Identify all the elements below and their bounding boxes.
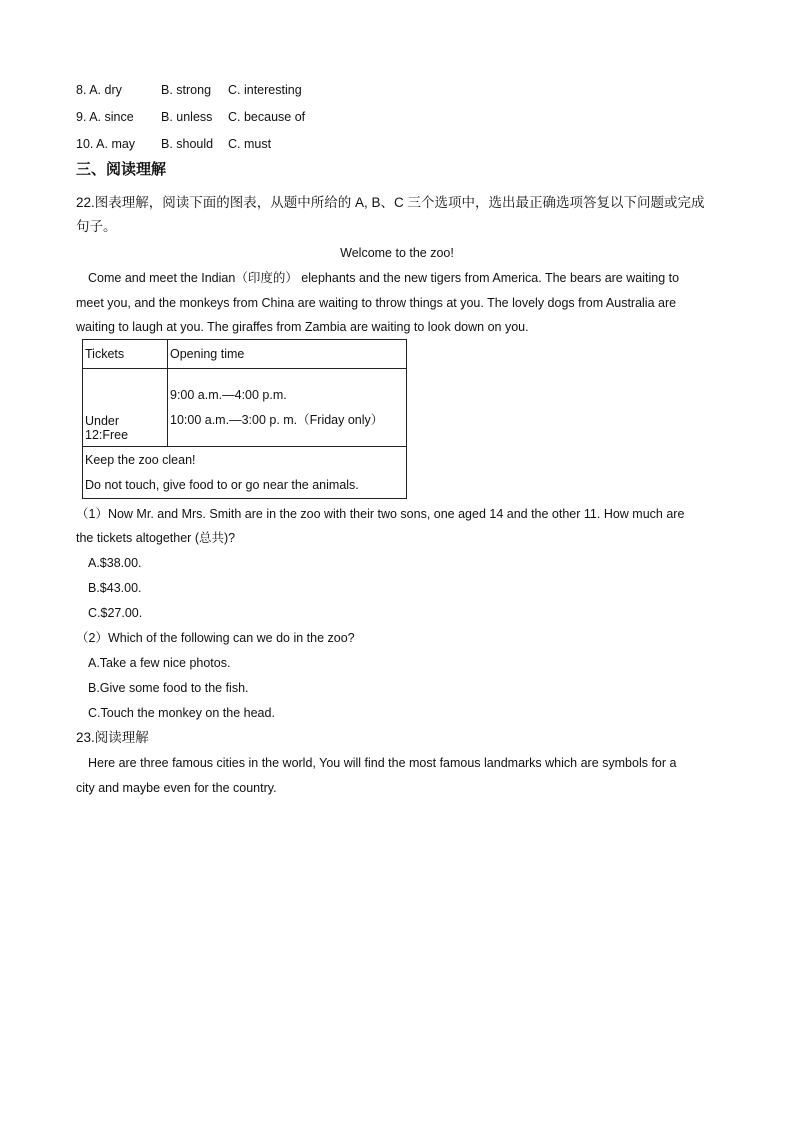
q22-sub2: （2）Which of the following can we do in the zoo? — [76, 631, 355, 645]
header-opening-time: Opening time — [168, 340, 407, 369]
option-c: C. because of — [228, 110, 306, 124]
zoo-info-table — [82, 339, 407, 499]
q22-sub1-line1: （1）Now Mr. and Mrs. Smith are in the zoo with their two sons, one aged 14 and the other 11. How much are — [76, 507, 685, 521]
option-c: C. interesting — [228, 83, 302, 97]
q23-para-line2: city and maybe even for the country. — [76, 781, 277, 795]
q23-title: 23.阅读理解 — [76, 730, 149, 745]
sub1-option-c: C.$27.00. — [88, 606, 143, 620]
q22-para-line3: waiting to laugh at you. The giraffes from Zambia are waiting to look down on you. — [76, 320, 529, 334]
q22-para-line1: Come and meet the Indian（印度的） elephants and the new tigers from America. The bears are waiting to — [88, 271, 680, 285]
option-b: B. should — [161, 137, 214, 151]
rule-1: Keep the zoo clean! — [85, 452, 196, 467]
tickets-value: Under 12:Free — [83, 369, 168, 447]
opening-times — [168, 369, 407, 447]
zoo-title: Welcome to the zoo! — [340, 246, 454, 260]
opening-time-1: 9:00 a.m.—4:00 p.m. — [170, 387, 287, 402]
rule-2: Do not touch, give food to or go near the animals. — [85, 477, 359, 492]
section-heading: 三、阅读理解 — [76, 160, 167, 178]
sub1-option-b: B.$43.00. — [88, 581, 142, 595]
q22-para-line2: meet you, and the monkeys from China are waiting to throw things at you. The lovely dogs from Australia are — [76, 296, 677, 310]
sub2-option-c: C.Touch the monkey on the head. — [88, 706, 275, 720]
option-b: B. strong — [161, 83, 212, 97]
header-tickets: Tickets — [83, 340, 168, 369]
opening-time-2: 10:00 a.m.—3:00 p. m.（Friday only） — [170, 412, 384, 427]
option-a: 8. A. dry — [76, 83, 122, 97]
q22-intro-line2: 句子。 — [76, 219, 117, 234]
option-row-8 — [76, 81, 302, 99]
option-row-9 — [76, 108, 305, 126]
option-a: 9. A. since — [76, 110, 134, 124]
q23-para-line1: Here are three famous cities in the world, You will find the most famous landmarks which are symbols for a — [88, 756, 677, 770]
option-row-10 — [76, 135, 271, 153]
zoo-rules — [83, 447, 407, 499]
sub1-option-a: A.$38.00. — [88, 556, 142, 570]
q22-intro-line1: 22.图表理解，阅读下面的图表，从题中所给的 A, B、C 三个选项中，选出最正确选项答复以下问题或完成 — [76, 195, 705, 210]
sub2-option-a: A.Take a few nice photos. — [88, 656, 231, 670]
q22-sub1-line2: the tickets altogether (总共)? — [76, 531, 236, 545]
option-a: 10. A. may — [76, 137, 136, 151]
option-b: B. unless — [161, 110, 213, 124]
option-c: C. must — [228, 137, 272, 151]
sub2-option-b: B.Give some food to the fish. — [88, 681, 249, 695]
